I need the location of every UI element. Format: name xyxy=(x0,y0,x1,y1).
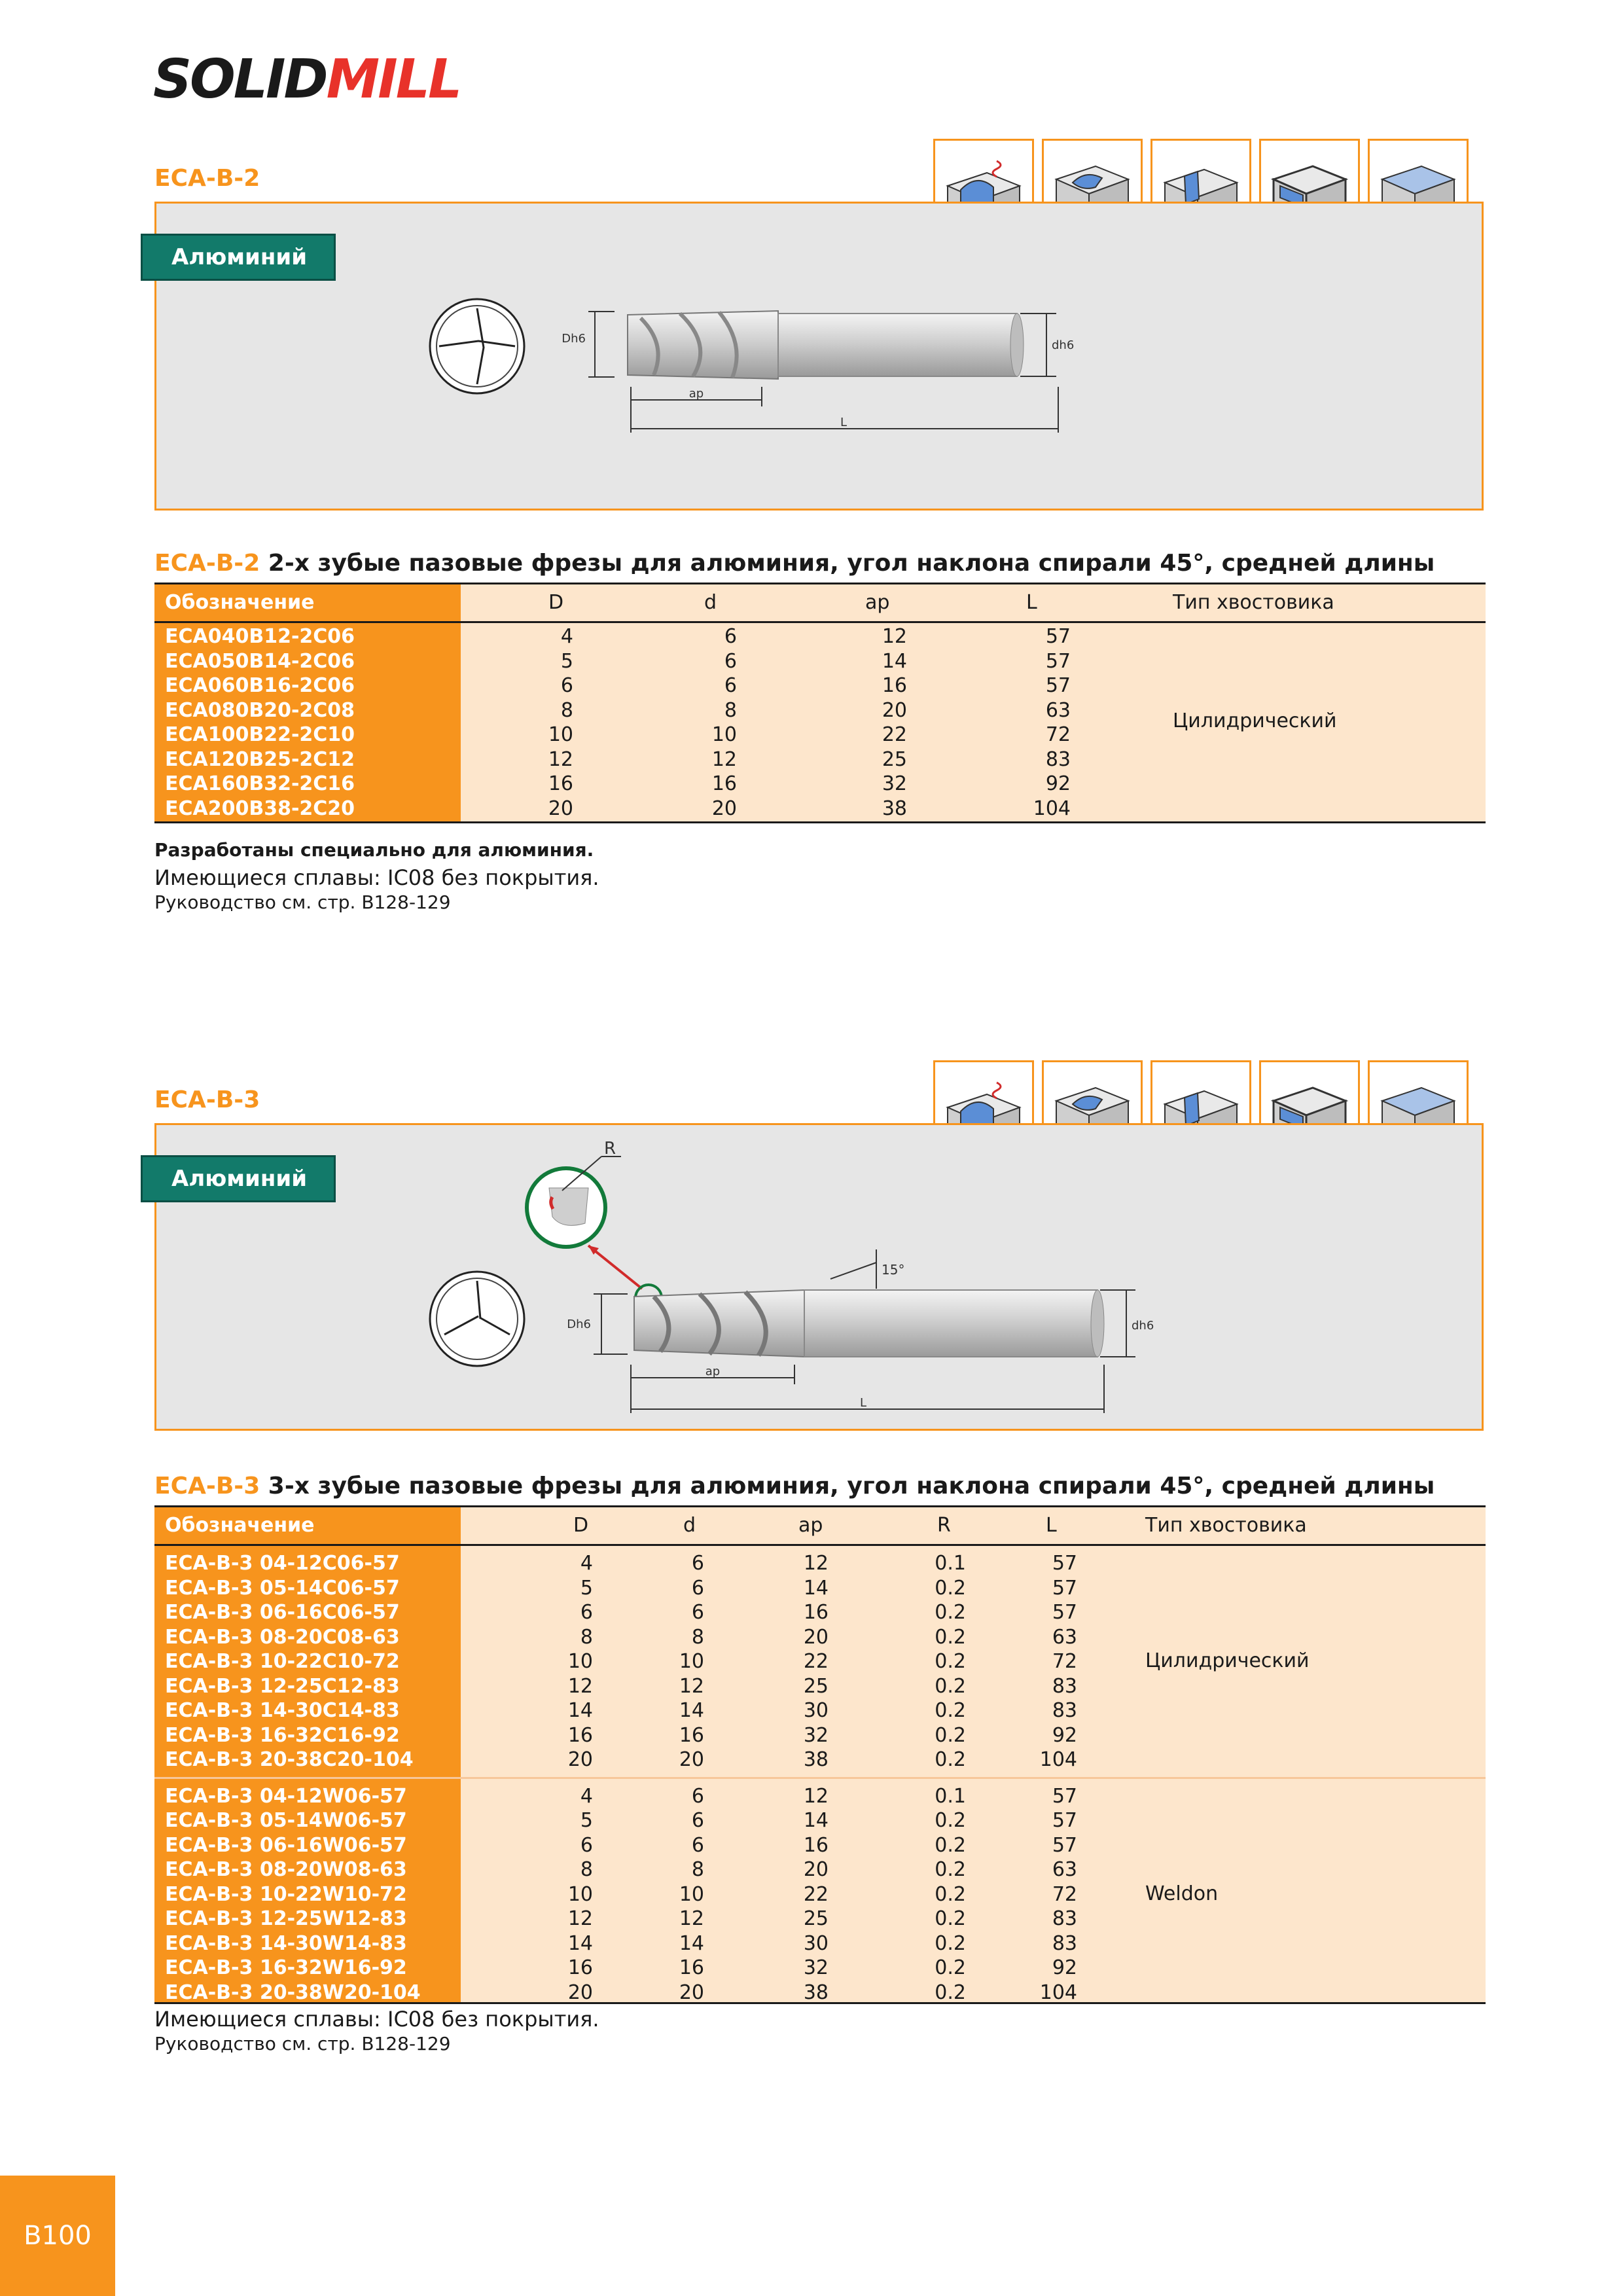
table-body xyxy=(154,623,1486,823)
group-separator xyxy=(154,1777,1486,1779)
ap-label: ap xyxy=(705,1365,721,1378)
table-row: ECA-B-3 16-32C16-92 16 16 32 0.2 92 xyxy=(165,1723,1077,1747)
table-body xyxy=(154,1546,1486,2004)
table-row: ECA-B-3 14-30C14-83 14 14 30 0.2 83 xyxy=(165,1699,1077,1722)
L-label: L xyxy=(840,416,847,429)
table-row: ECA-B-3 04-12C06-57 4 6 12 0.1 57 xyxy=(165,1552,1077,1575)
dh6-label: dh6 xyxy=(1132,1319,1154,1333)
table-row: ECA-B-3 16-32W16-92 16 16 32 0.2 92 xyxy=(165,1956,1077,1979)
header-shank: Тип хвостовика xyxy=(1173,591,1334,614)
row-group xyxy=(154,1784,1486,2005)
shank-type: Цилидрический xyxy=(1173,709,1337,732)
row-group xyxy=(154,624,1486,821)
table-row: ECA-B-3 20-38C20-104 20 20 38 0.2 104 xyxy=(165,1748,1077,1771)
header-d: d xyxy=(704,591,717,614)
header-L: L xyxy=(1026,591,1037,614)
header-d: d xyxy=(683,1514,696,1537)
header-D: D xyxy=(548,591,564,614)
section-tag-eca-b-3: ECA-B-3 xyxy=(154,1086,260,1113)
L-label: L xyxy=(859,1396,867,1410)
header-ap: ap xyxy=(798,1514,823,1537)
table-row: ECA-B-3 14-30W14-83 14 14 30 0.2 83 xyxy=(165,1931,1077,1955)
note-alloys: Имеющиеся сплавы: IC08 без покрытия. xyxy=(154,2007,599,2032)
header-ap: ap xyxy=(865,591,890,614)
table-title-eca-b-3: ECA-B-3 3-х зубые пазовые фрезы для алюминия, угол наклона спирали 45°, средней длины xyxy=(154,1473,1435,1499)
table-row: ECA040B12-2C06 4 6 12 57 xyxy=(165,625,1071,648)
dh6-label: dh6 xyxy=(1052,338,1075,352)
table-header xyxy=(154,583,1486,623)
table-row: ECA-B-3 06-16C06-57 6 6 16 0.2 57 xyxy=(165,1601,1077,1624)
spec-table-eca-b-2 xyxy=(154,583,1486,823)
table-row: ECA-B-3 04-12W06-57 4 6 12 0.1 57 xyxy=(165,1784,1077,1808)
table-row: ECA-B-3 05-14C06-57 5 6 14 0.2 57 xyxy=(165,1576,1077,1600)
header-R: R xyxy=(937,1514,951,1537)
row-group xyxy=(154,1551,1486,1772)
table-row: ECA060B16-2C06 6 6 16 57 xyxy=(165,674,1071,697)
page-number-tab: B100 xyxy=(0,2176,115,2296)
table-row: ECA-B-3 08-20C08-63 8 8 20 0.2 63 xyxy=(165,1625,1077,1649)
table-row: ECA-B-3 06-16W06-57 6 6 16 0.2 57 xyxy=(165,1833,1077,1857)
table-row: ECA-B-3 20-38W20-104 20 20 38 0.2 104 xyxy=(165,1981,1077,2004)
table-row: ECA-B-3 05-14W06-57 5 6 14 0.2 57 xyxy=(165,1809,1077,1832)
solidmill-logo: SOLIDMILL xyxy=(153,48,461,111)
R-label: R xyxy=(604,1139,616,1158)
note-special: Разработаны специально для алюминия. xyxy=(154,839,594,861)
tool-drawing-panel-eca-b-2 xyxy=(154,202,1484,511)
table-row: ECA050B14-2C06 5 6 14 57 xyxy=(165,649,1071,673)
table-row: ECA-B-3 08-20W08-63 8 8 20 0.2 63 xyxy=(165,1858,1077,1881)
material-label: Алюминий xyxy=(141,234,336,281)
angle-label: 15° xyxy=(882,1262,905,1278)
table-row: ECA-B-3 12-25W12-83 12 12 25 0.2 83 xyxy=(165,1907,1077,1930)
note-guide: Руководство см. стр. B128-129 xyxy=(154,2033,451,2054)
note-guide: Руководство см. стр. B128-129 xyxy=(154,891,451,913)
header-D: D xyxy=(573,1514,589,1537)
header-shank: Тип хвостовика xyxy=(1145,1514,1307,1537)
header-code: Обозначение xyxy=(154,584,461,621)
table-header xyxy=(154,1505,1486,1546)
end-mill-drawing xyxy=(156,204,1482,509)
ap-label: ap xyxy=(688,387,704,401)
note-alloys: Имеющиеся сплавы: IC08 без покрытия. xyxy=(154,865,599,890)
table-row: ECA080B20-2C08 8 8 20 63 xyxy=(165,698,1071,722)
table-row: ECA160B32-2C16 16 16 32 92 xyxy=(165,772,1071,795)
table-row: ECA-B-3 10-22C10-72 10 10 22 0.2 72 xyxy=(165,1650,1077,1673)
header-L: L xyxy=(1046,1514,1057,1537)
Dh6-label: Dh6 xyxy=(562,332,586,346)
table-row: ECA200B38-2C20 20 20 38 104 xyxy=(165,797,1071,820)
header-code: Обозначение xyxy=(154,1507,461,1544)
shank-type: Weldon xyxy=(1145,1882,1219,1905)
table-row: ECA100B22-2C10 10 10 22 72 xyxy=(165,723,1071,746)
end-mill-drawing xyxy=(156,1125,1482,1429)
tool-drawing-panel-eca-b-3 xyxy=(154,1123,1484,1431)
table-row: ECA-B-3 10-22W10-72 10 10 22 0.2 72 xyxy=(165,1882,1077,1906)
material-label: Алюминий xyxy=(141,1155,336,1202)
section-tag-eca-b-2: ECA-B-2 xyxy=(154,165,260,192)
table-row: ECA-B-3 12-25C12-83 12 12 25 0.2 83 xyxy=(165,1674,1077,1698)
Dh6-label: Dh6 xyxy=(567,1318,591,1331)
table-row: ECA120B25-2C12 12 12 25 83 xyxy=(165,747,1071,771)
spec-table-eca-b-3 xyxy=(154,1505,1486,2004)
table-title-eca-b-2: ECA-B-2 2-х зубые пазовые фрезы для алюминия, угол наклона спирали 45°, средней длины xyxy=(154,550,1435,577)
shank-type: Цилидрический xyxy=(1145,1649,1310,1672)
